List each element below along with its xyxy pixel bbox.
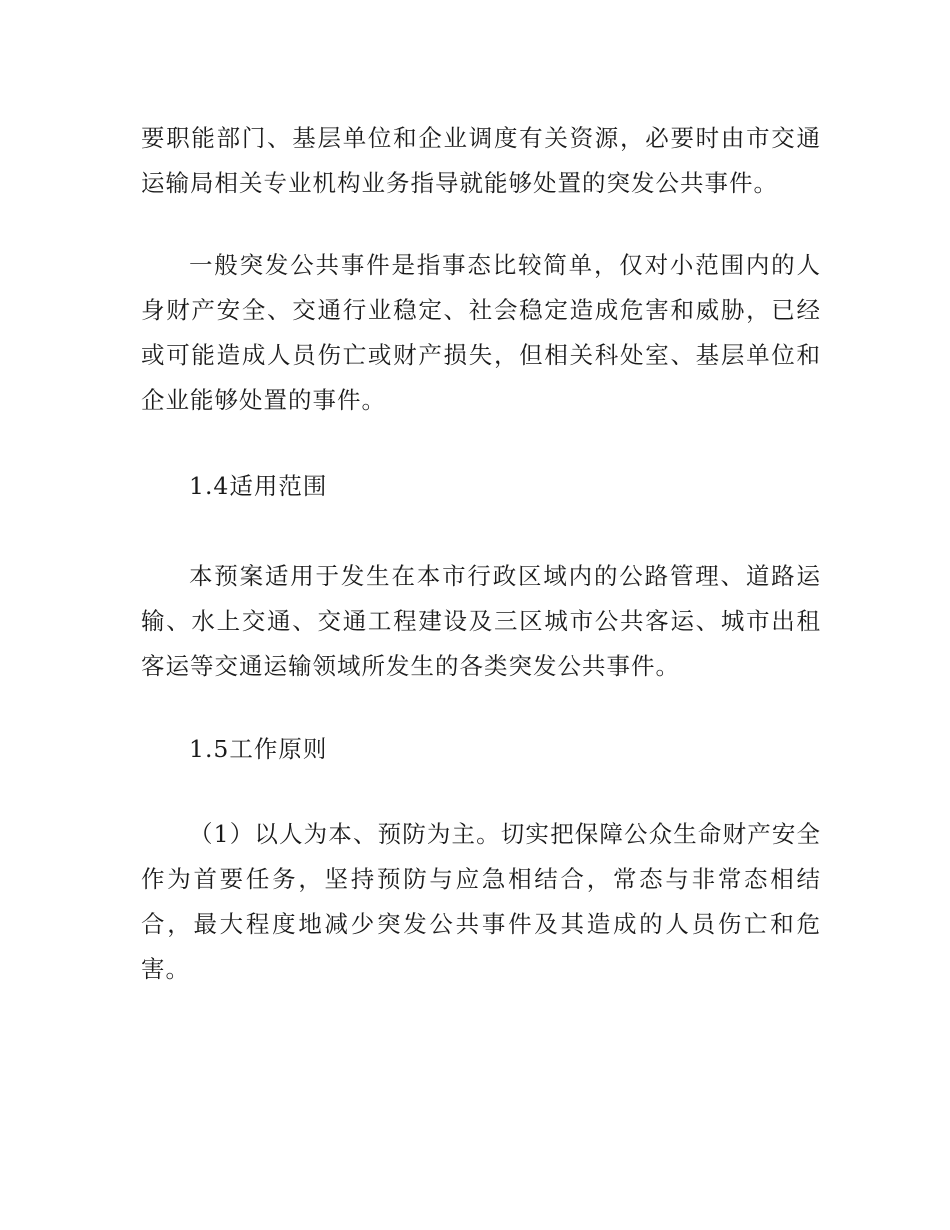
paragraph-general-emergency-definition: 一般突发公共事件是指事态比较简单，仅对小范围内的人身财产安全、交通行业稳定、社会稳定造成危害和威胁，已经或可能造成人员伤亡或财产损失，但相关科处室、基层单位和企业能够处置的事件。 <box>141 251 821 414</box>
section-heading-scope: 1.4适用范围 <box>189 472 328 500</box>
paragraph-scope-description: 本预案适用于发生在本市行政区域内的公路管理、道路运输、水上交通、交通工程建设及三区城市公共客运、城市出租客运等交通运输领域所发生的各类突发公共事件。 <box>141 562 821 680</box>
paragraph-resource-dispatch: 要职能部门、基层单位和企业调度有关资源，必要时由市交通运输局相关专业机构业务指导就能够处置的突发公共事件。 <box>141 124 821 197</box>
section-heading-principles: 1.5工作原则 <box>189 735 328 763</box>
paragraph-principle-people-first: （1）以人为本、预防为主。切实把保障公众生命财产安全作为首要任务，坚持预防与应急相结合，常态与非常态相结合，最大程度地减少突发公共事件及其造成的人员伤亡和危害。 <box>141 820 821 983</box>
